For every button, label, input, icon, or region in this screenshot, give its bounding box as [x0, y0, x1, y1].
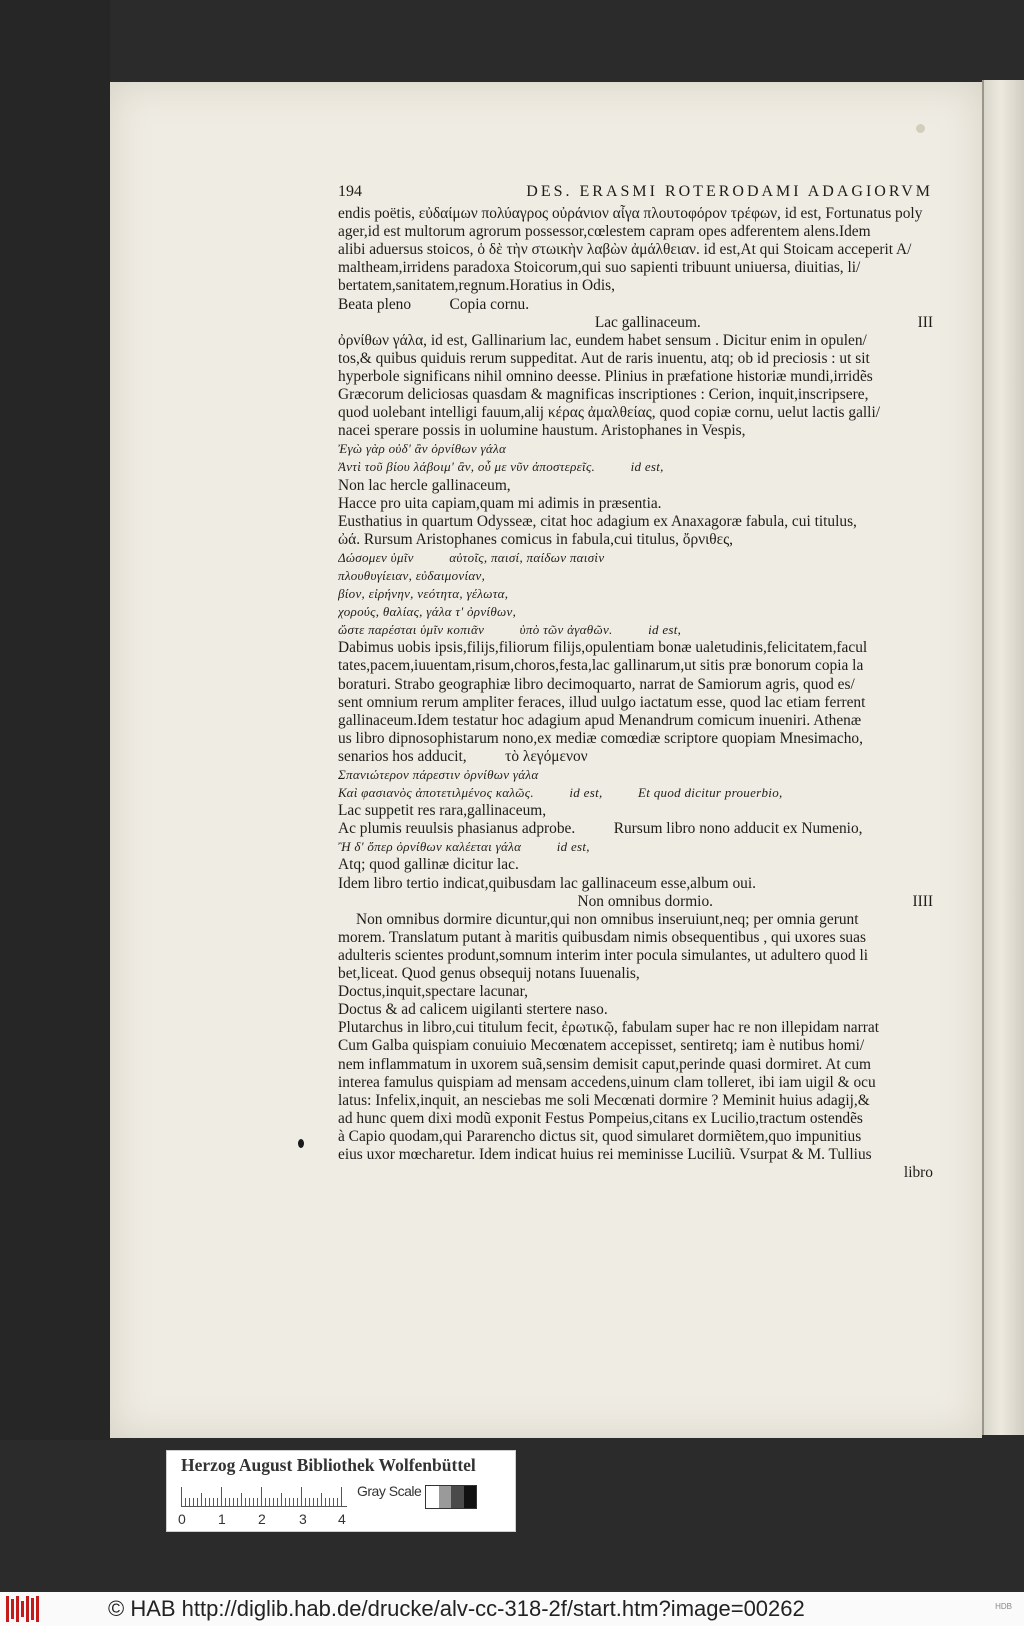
ruler-tick: [321, 1493, 322, 1507]
text-line: Ac plumis reuulsis phasianus adprobe. Rursum libro nono adducit ex Numenio,: [338, 820, 863, 838]
ruler-tick: [205, 1498, 206, 1507]
color-reference-card: [166, 1450, 516, 1532]
greek-verse-line: πλουθυγίειαν, εὐδαιμονίαν,: [338, 567, 486, 583]
text-line: eius uxor mœcharetur. Idem indicat huius rei meminisse Luciliũ. Vsurpat & M. Tullius: [338, 1145, 872, 1163]
ruler-tick: [277, 1498, 278, 1507]
scan-background-left: [0, 0, 110, 1440]
ruler-tick: [269, 1498, 270, 1507]
running-header: [338, 183, 933, 201]
gray-scale-label: Gray Scale: [357, 1483, 422, 1499]
text-line: Cum Galba quispiam conuiuio Mecœnatem accepisset, sentiretq; iam è nutibus homi/: [338, 1037, 865, 1055]
greek-verse-line: χορούς, θαλίας, γάλα τ' ὀρνίθων,: [338, 604, 517, 620]
text-line: gallinaceum.Idem testatur hoc adagium apud Menandrum comicum inueniri. Athenæ: [338, 711, 862, 729]
text-line: boraturi. Strabo geographiæ libro decimoquarto, narrat de Samiorum agris, quod es/: [338, 675, 855, 693]
footer-url[interactable]: © HAB http://diglib.hab.de/drucke/alv-cc-318-2f/start.htm?image=00262: [108, 1596, 805, 1621]
text-line: endis poëtis, εὐδαίμων πολύαγρος οὐράνιον αἶγα πλουτοφόρον τρέφων, id est, Fortunatus poly: [338, 205, 923, 223]
text-line: Idem libro tertio indicat,quibusdam lac gallinaceum esse,album oui.: [338, 874, 756, 892]
ruler-tick: [197, 1498, 198, 1507]
text-line: Dabimus uobis ipsis,filijs,filiorum filijs,opulentiam bonæ ualetudinis,felicitatem,facul: [338, 639, 868, 657]
greek-verse-line: Ἢ δ' ὅπερ ὀρνίθων καλέεται γάλα id est,: [338, 839, 590, 855]
ruler-tick: [229, 1498, 230, 1507]
scale-numbers: [178, 1511, 358, 1529]
ruler-tick: [261, 1487, 262, 1507]
text-line: Doctus,inquit,spectare lacunar,: [338, 983, 528, 1001]
page-text-block: [338, 183, 933, 1182]
ruler-tick: [317, 1498, 318, 1507]
ruler-tick: [245, 1498, 246, 1507]
text-line: bet,liceat. Quod genus obsequij notans Iuuenalis,: [338, 965, 640, 983]
ruler-tick: [325, 1498, 326, 1507]
adage-title: Lac gallinaceum.: [594, 313, 701, 331]
text-line: nem inflammatum in uxorem suã,sensim demisit caput,perinde quasi dormiret. At cum: [338, 1055, 872, 1073]
ruler-tick: [313, 1498, 314, 1507]
text-line: tos,& quibus quiduis rerum suppeditat. Aut de raris inuentu, atq; ob id preciosis : ut sit: [338, 349, 870, 367]
ruler-tick: [225, 1498, 226, 1507]
ruler-tick: [265, 1498, 266, 1507]
greek-verse-line: Δώσομεν ὑμῖν αὐτοῖς, παισί, παίδων παισὶν: [338, 549, 605, 565]
ruler-tick: [305, 1498, 306, 1507]
ruler-tick: [285, 1498, 286, 1507]
text-line: Plutarchus in libro,cui titulum fecit, ἐρωτικῷ, fabulam super hac re non illepidam narrat: [338, 1019, 879, 1037]
greek-verse-line: βίον, εἰρήνην, νεότητα, γέλωτα,: [338, 586, 509, 602]
ruler-tick: [333, 1498, 334, 1507]
scale-number: 0: [178, 1511, 186, 1527]
text-line: tates,pacem,iuuentam,risum,choros,festa,lac gallinarum,ut sitis præ bonorum copia la: [338, 657, 864, 675]
greek-verse-line: ὥστε παρέσται ὑμῖν κοπιᾶν ὑπὸ τῶν ἀγαθῶν. id est,: [338, 622, 682, 638]
ruler-tick: [185, 1498, 186, 1507]
page-blemish: [916, 124, 925, 133]
ruler-tick: [329, 1498, 330, 1507]
text-line: Lac suppetit res rara,gallinaceum,: [338, 802, 547, 820]
ruler-tick: [201, 1493, 202, 1507]
text-line: nacei sperare possis in uolumine haustum. Aristophanes in Vespis,: [338, 422, 746, 440]
footer-mini-mark: HDB: [995, 1602, 1012, 1611]
text-line: hyperbole significans nihil omnino deesse. Plinius in præfatione historiæ mundi,irridẽs: [338, 367, 873, 385]
ruler-tick: [341, 1487, 342, 1507]
page-number: 194: [338, 183, 362, 200]
ruler-tick: [217, 1498, 218, 1507]
text-line: Beata pleno Copia cornu.: [338, 295, 530, 313]
ruler-tick: [293, 1498, 294, 1507]
text-line: adulteris scientes produnt,somnum interim inter pocula simulantes, ut adultero quod li: [338, 946, 869, 964]
text-line: maltheam,irridens paradoxa Stoicorum,qui suo sapienti tribuunt uniuersa, diuitias, li/: [338, 259, 861, 277]
ruler-tick: [237, 1498, 238, 1507]
greek-verse-line: Ἐγὼ γὰρ οὐδ' ἂν ὀρνίθων γάλα: [338, 441, 507, 457]
adage-number: IIII: [912, 892, 933, 910]
gray-scale-swatches: [425, 1485, 477, 1509]
ruler-tick: [253, 1498, 254, 1507]
ruler-tick: [297, 1498, 298, 1507]
text-line: ad hunc quem dixi modũ exponit Festus Pompeius,citans ex Lucilio,tractum ostendẽs: [338, 1109, 863, 1127]
ruler-tick: [221, 1487, 222, 1507]
text-line: Atq; quod gallinæ dicitur lac.: [338, 856, 519, 874]
ruler-tick: [241, 1493, 242, 1507]
text-line: quod uolebant intelligi fauum,alij κέρας ἀμαλθείας, quod copiæ cornu, uelut lactis galli/: [338, 404, 881, 422]
scale-ruler: [181, 1485, 347, 1507]
ruler-tick: [257, 1498, 258, 1507]
text-line: Eusthatius in quartum Odysseæ, citat hoc adagium ex Anaxagoræ fabula, cui titulus,: [338, 512, 857, 530]
ruler-tick: [249, 1498, 250, 1507]
ruler-tick: [209, 1498, 210, 1507]
footer-bar: [0, 1592, 1024, 1626]
ruler-tick: [189, 1498, 190, 1507]
ruler-tick: [193, 1498, 194, 1507]
greek-verse-line: Σπανιώτερον πάρεστιν ὀρνίθων γάλα: [338, 767, 539, 782]
text-line: sent omnium rerum ampliter feraces, illud uulgo iactatum esse, quod lac etiam ferrent: [338, 693, 866, 711]
running-title: DES. ERASMI ROTERODAMI ADAGIORVM: [526, 183, 933, 200]
ruler-tick: [301, 1487, 302, 1507]
book-page: [110, 82, 982, 1438]
text-line: Non omnibus dormire dicuntur,qui non omnibus inseruiunt,neq; per omnia gerunt: [356, 910, 859, 928]
scale-number: 1: [218, 1511, 226, 1527]
text-line: morem. Translatum putant à maritis quibusdam nimis obsequentibus , qui uxores suas: [338, 928, 866, 946]
gray-swatch: [464, 1486, 477, 1508]
text-line: alibi aduersus stoicos, ὁ δὲ τὴν στωικὴν λαβὼν ἀμάλθειαν. id est,At qui Stoicam acceperit A/: [338, 241, 912, 259]
text-line: Doctus & ad calicem uigilanti stertere naso.: [338, 1001, 608, 1019]
scale-number: 3: [299, 1511, 307, 1527]
library-name: Herzog August Bibliothek Wolfenbüttel: [181, 1455, 476, 1475]
text-line: Græcorum deliciosas quasdam & magnificas inscriptiones : Cerion, inquit,inscripsere,: [338, 386, 869, 404]
ruler-tick: [309, 1498, 310, 1507]
gray-swatch: [439, 1486, 452, 1508]
margin-mark: [298, 1139, 304, 1148]
adage-title: Non omnibus dormio.: [577, 892, 713, 910]
text-line: ὠά. Rursum Aristophanes comicus in fabula,cui titulus, ὄρνιθες,: [338, 530, 734, 548]
hab-logo-icon: [6, 1596, 44, 1622]
text-line: à Capio quodam,qui Pararencho dictus sit, quod simularet dormiẽtem,quo impunitius: [338, 1127, 862, 1145]
text-line: interea famulus quispiam ad mensam accedens,uinum clam tolleret, ibi iam uigil & ocu: [338, 1073, 876, 1091]
text-line: us libro dipnosophistarum nono,ex mediæ comœdiæ scriptore quopiam Mnesimacho,: [338, 729, 863, 747]
text-line: Non lac hercle gallinaceum,: [338, 476, 511, 494]
greek-verse-line: Καὶ φασιανὸς ἀποτετιλμένος καλῶς. id est, Et quod dicitur prouerbio,: [338, 785, 783, 801]
greek-verse-line: Ἀντὶ τοῦ βίου λάβοιμ' ἂν, οὗ με νῦν ἀποστερεῖς. id est,: [338, 459, 664, 475]
text-line: ὀρνίθων γάλα, id est, Gallinarium lac, eundem habet sensum . Dicitur enim in opulen/: [338, 331, 867, 349]
ruler-tick: [213, 1498, 214, 1507]
ruler-tick: [337, 1498, 338, 1507]
gray-swatch: [451, 1486, 464, 1508]
ruler-tick: [233, 1498, 234, 1507]
text-line: senarios hos adducit, τὸ λεγόμενον: [338, 747, 588, 765]
ruler-tick: [273, 1498, 274, 1507]
text-line: bertatem,sanitatem,regnum.Horatius in Odis,: [338, 277, 615, 295]
scale-number: 2: [258, 1511, 266, 1527]
adage-number: III: [917, 313, 933, 331]
adage-heading: [338, 893, 933, 911]
ruler-tick: [281, 1493, 282, 1507]
ruler-tick: [181, 1487, 182, 1507]
adage-heading: [338, 314, 933, 332]
text-line: latus: Infelix,inquit, an nesciebas me soli Mecœnati dormire ? Meminit huius adagij,&: [338, 1091, 870, 1109]
ruler-tick: [289, 1498, 290, 1507]
facing-page-edge: [982, 80, 1024, 1435]
text-line: Hacce pro uita capiam,quam mi adimis in præsentia.: [338, 494, 662, 512]
scale-number: 4: [338, 1511, 346, 1527]
text-line: ager,id est multorum agrorum possessor,cœlestem capram opes adferentem alens.Idem: [338, 223, 871, 241]
gray-swatch: [426, 1486, 439, 1508]
catchword: libro: [903, 1164, 933, 1182]
